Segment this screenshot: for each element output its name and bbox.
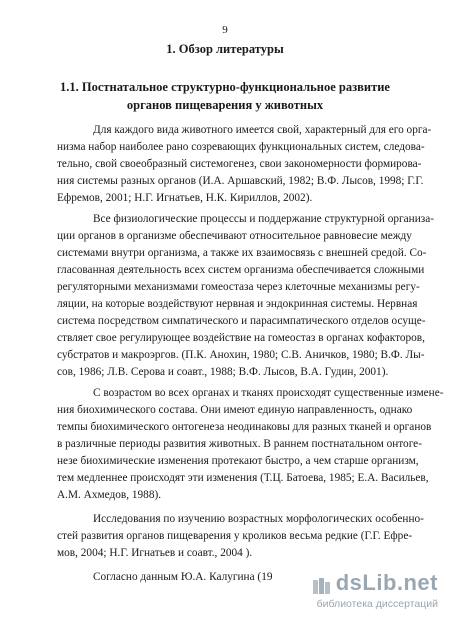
- paragraph-line: Исследования по изучению возрастных морфологических особенно-: [93, 513, 424, 525]
- paragraph-line: ствляет свое регулирующее воздействие на гомеостаз в органах кофакторов,: [57, 332, 425, 344]
- chapter-title: 1. Обзор литературы: [166, 42, 284, 56]
- page-number: 9: [222, 24, 228, 36]
- paragraph-line: низма набор наиболее рано созревающих функциональных систем, следова-: [57, 141, 425, 153]
- dslib-logo-icon: [312, 576, 334, 596]
- paragraph-line: субстратов и макроэргов. (П.К. Анохин, 1980; С.В. Аничков, 1980; В.Ф. Лы-: [57, 349, 425, 361]
- paragraph-line: Для каждого вида животного имеется свой, характерный для его орга-: [93, 124, 432, 136]
- paragraph-line: А.М. Ахмедов, 1988).: [57, 489, 162, 501]
- dslib-watermark: [312, 570, 444, 614]
- paragraph-line: Согласно данным Ю.А. Калугина (19: [93, 571, 273, 583]
- paragraph-line: тем медленнее происходят эти изменения (Т.Ц. Батоева, 1985; Е.А. Васильев,: [57, 472, 429, 484]
- section-title-line-1: 1.1. Постнатальное структурно-функциональное развитие: [60, 80, 390, 94]
- paragraph-line: С возрастом во всех органах и тканях происходят существенные измене-: [93, 387, 444, 399]
- paragraph-line: ции органов в организме обеспечивают относительное равновесие между: [57, 230, 412, 242]
- paragraph-line: незе биохимические изменения протекают быстро, а чем старше организм,: [57, 455, 419, 467]
- watermark-title: dsLib.net: [335, 570, 438, 595]
- paragraph-line: система посредством симпатического и парасимпатического отделов осуще-: [57, 315, 426, 327]
- paragraph-line: сов, 1986; Л.В. Серова и соавт., 1988; В.Ф. Лысов, В.А. Гудин, 2001).: [57, 366, 389, 378]
- paragraph-line: ния системы разных органов (И.А. Аршавский, 1982; В.Ф. Лысов, 1998; Г.Г.: [57, 175, 424, 187]
- paragraph-line: тельно, свой своеобразный системогенез, свои закономерности формирова-: [57, 158, 422, 170]
- paragraph-line: ляции, на которые воздействуют нервная и эндокринная системы. Нервная: [57, 298, 418, 310]
- paragraph-line: гласованная деятельность всех систем организма обеспечивается сложными: [57, 264, 425, 276]
- paragraph-line: Ефремов, 2001; Н.Г. Игнатьев, Н.К. Кириллов, 2002).: [57, 192, 313, 204]
- section-title-line-2: органов пищеварения у животных: [126, 98, 324, 112]
- paragraph-line: регуляторными механизмами гомеостаза через клеточные механизмы регу-: [57, 281, 420, 293]
- paragraph-line: в различные периоды развития животных. В раннем постнатальном онтоге-: [57, 438, 422, 450]
- paragraph-line: мов, 2004; Н.Г. Игнатьев и соавт., 2004 ).: [57, 547, 253, 559]
- paragraph-line: темпы биохимического онтогенеза неодинаковы для разных тканей и органов: [57, 421, 432, 433]
- watermark-subtitle: библиотека диссертаций: [316, 598, 438, 610]
- paragraph-line: системами внутри организма, а также их взаимосвязь с внешней средой. Со-: [57, 247, 427, 259]
- paragraph-line: Все физиологические процессы и поддержание структурной организа-: [93, 213, 434, 225]
- paragraph-line: стей развития органов пищеварения у кроликов весьма редкие (Г.Г. Ефре-: [57, 530, 413, 542]
- paragraph-line: ния биохимического состава. Они имеют единую направленность, однако: [57, 404, 413, 416]
